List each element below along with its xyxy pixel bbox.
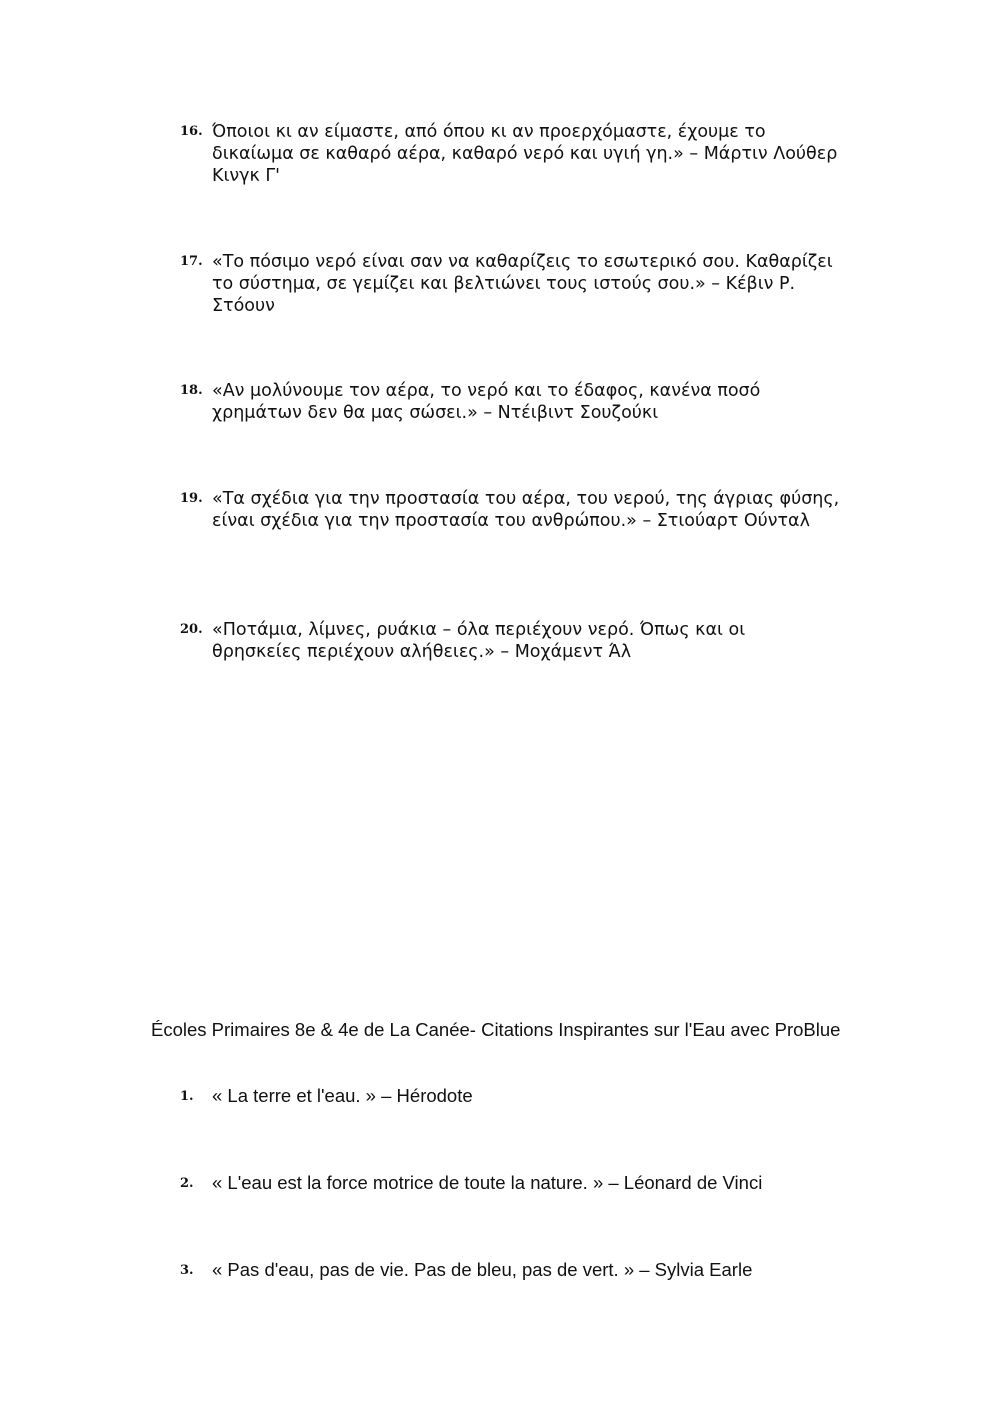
citation-text: « La terre et l'eau. » – Hérodote: [212, 1085, 473, 1106]
quote-text: Όποιοι κι αν είμαστε, από όπου κι αν προερχόμαστε, έχουμε το δικαίωμα σε καθαρό αέρα, καθαρό νερό και υγιή γη.» – Μάρτιν Λούθερ Κινγκ Γ': [212, 122, 838, 186]
quote-item-16: [180, 121, 840, 187]
quote-number: 20.: [180, 622, 203, 637]
citation-text: « L'eau est la force motrice de toute la nature. » – Léonard de Vinci: [212, 1172, 763, 1193]
citation-item-2: [180, 1172, 840, 1194]
quote-text: «Αν μολύνουμε τον αέρα, το νερό και το έδαφος, κανένα ποσό χρημάτων δεν θα μας σώσει.» – Ντέιβιντ Σουζούκι: [212, 381, 761, 423]
section-heading: Écoles Primaires 8e & 4e de La Canée- Citations Inspirantes sur l'Eau avec ProBlue: [151, 1019, 841, 1040]
quote-text: «Το πόσιμο νερό είναι σαν να καθαρίζεις το εσωτερικό σου. Καθαρίζει το σύστημα, σε γεμίζει και βελτιώνει τους ιστούς σου.» – Κέβιν Ρ. Στόουν: [212, 252, 833, 316]
quote-number: 18.: [180, 383, 203, 398]
citation-text: « Pas d'eau, pas de vie. Pas de bleu, pas de vert. » – Sylvia Earle: [212, 1259, 753, 1280]
quote-text: «Τα σχέδια για την προστασία του αέρα, του νερού, της άγριας φύσης, είναι σχέδια για την προστασία του ανθρώπου.» – Στιούαρτ Ούνταλ: [212, 489, 840, 531]
citation-number: 3.: [180, 1263, 194, 1278]
quote-item-19: [180, 488, 840, 532]
citation-number: 1.: [180, 1089, 194, 1104]
quote-item-17: [180, 251, 840, 317]
citation-item-1: [180, 1085, 840, 1107]
quote-text: «Ποτάμια, λίμνες, ρυάκια – όλα περιέχουν νερό. Όπως και οι θρησκείες περιέχουν αλήθειες.» – Μοχάμεντ Άλ: [212, 620, 746, 662]
quote-number: 16.: [180, 124, 203, 139]
quote-item-20: [180, 619, 840, 663]
quote-number: 17.: [180, 254, 203, 269]
citation-number: 2.: [180, 1176, 194, 1191]
citation-item-3: [180, 1259, 840, 1281]
quote-number: 19.: [180, 491, 203, 506]
quote-item-18: [180, 380, 840, 424]
